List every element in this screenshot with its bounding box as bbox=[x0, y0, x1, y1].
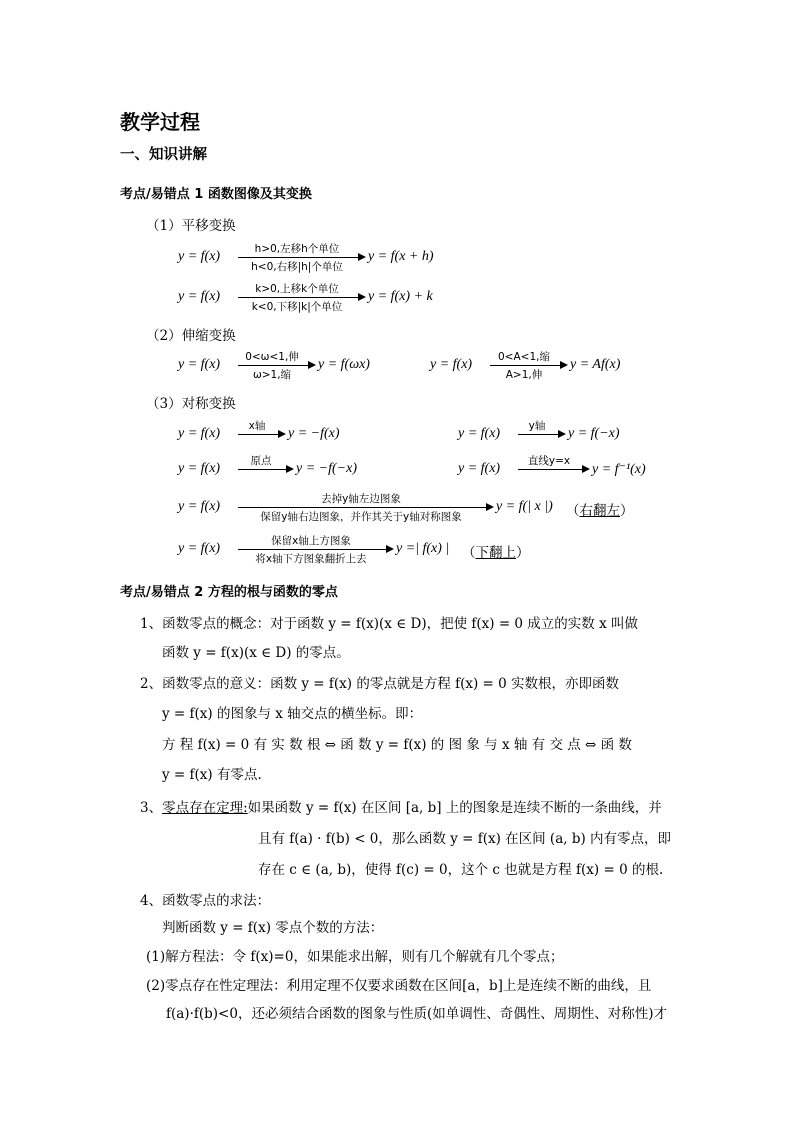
r6-arrow-bottom: 保留y轴右边图象，并作其关于y轴对称图象 bbox=[260, 511, 462, 523]
kp1-heading: 考点/易错点 1 函数图像及其变换 bbox=[120, 187, 312, 202]
r4a-lhs: y = f(x) bbox=[178, 426, 221, 441]
kp2-heading: 考点/易错点 2 方程的根与函数的零点 bbox=[120, 585, 338, 600]
r4a-arrow-top: x轴 bbox=[248, 420, 266, 432]
r2-arrow-top: k>0,上移k个单位 bbox=[255, 283, 339, 295]
r3a-rhs: y = f(ωx) bbox=[318, 357, 370, 372]
r6-rhs: y = f(| x |) bbox=[496, 499, 553, 514]
r2-arrow-bottom: k<0,下移|k|个单位 bbox=[251, 301, 343, 313]
kp1-sub1: （1）平移变换 bbox=[146, 218, 236, 234]
r5a-arrow-top: 原点 bbox=[250, 455, 272, 467]
kp2-p3a: 3、零点存在定理:如果函数 y = f(x) 在区间 [a, b] 上的图象是连续不断的一条曲线，并 bbox=[140, 800, 662, 816]
r2-lhs: y = f(x) bbox=[178, 289, 221, 304]
r2-rhs: y = f(x) + k bbox=[368, 289, 433, 304]
r5b-arrow bbox=[518, 454, 590, 478]
kp2-p2d: y = f(x) 有零点. bbox=[162, 767, 262, 783]
kp2-p2c: 方 程 f(x) = 0 有 实 数 根 ⇔ 函 数 y = f(x) 的 图 象 与 x 轴 有 交 点 ⇔ 函 数 bbox=[162, 737, 632, 753]
r4b-lhs: y = f(x) bbox=[458, 426, 501, 441]
kp2-p4a: 判断函数 y = f(x) 零点个数的方法： bbox=[162, 920, 384, 936]
r1-lhs: y = f(x) bbox=[178, 249, 221, 264]
r3b-arrow-bottom: A>1,伸 bbox=[505, 369, 543, 381]
r2-arrow bbox=[238, 282, 366, 314]
kp2-p2b: y = f(x) 的图象与 x 轴交点的横坐标。即： bbox=[162, 706, 423, 722]
r4b-rhs: y = f(−x) bbox=[568, 426, 620, 441]
r3a-arrow-top: 0<ω<1,伸 bbox=[245, 351, 299, 363]
r5b-lhs: y = f(x) bbox=[458, 461, 501, 476]
r4a-rhs: y = −f(x) bbox=[288, 426, 340, 441]
r6-arrow bbox=[238, 492, 494, 524]
r1-arrow-bottom: h<0,右移|h|个单位 bbox=[251, 261, 343, 273]
r5b-rhs: y = f⁻¹(x) bbox=[592, 462, 646, 477]
kp1-sub2: （2）伸缩变换 bbox=[146, 328, 236, 344]
r4b-arrow-top: y轴 bbox=[528, 420, 546, 432]
r3b-lhs: y = f(x) bbox=[430, 357, 473, 372]
r5a-arrow bbox=[238, 454, 294, 478]
r7-arrow bbox=[238, 534, 394, 566]
r3b-rhs: y = Af(x) bbox=[570, 357, 621, 372]
kp2-p3c: 存在 c ∈ (a, b)，使得 f(c) = 0，这个 c 也就是方程 f(x) = 0 的根. bbox=[258, 862, 664, 878]
kp2-p4d: f(a)·f(b)<0，还必须结合函数的图象与性质(如单调性、奇偶性、周期性、对称性)才 bbox=[166, 1006, 667, 1022]
r6-arrow-top: 去掉y轴左边图象 bbox=[321, 493, 401, 505]
r3a-arrow bbox=[238, 350, 316, 382]
r5a-rhs: y = −f(−x) bbox=[296, 461, 357, 476]
kp2-p4b: (1)解方程法：令 f(x)=0，如果能求出解，则有几个解就有几个零点； bbox=[146, 949, 564, 965]
r7-arrow-top: 保留x轴上方图象 bbox=[271, 535, 351, 547]
r3a-lhs: y = f(x) bbox=[178, 357, 221, 372]
r3b-arrow-top: 0<A<1,缩 bbox=[498, 351, 550, 363]
r6-lhs: y = f(x) bbox=[178, 499, 221, 514]
r5a-lhs: y = f(x) bbox=[178, 461, 221, 476]
kp1-sub3: （3）对称变换 bbox=[146, 396, 236, 412]
r7-rhs: y =| f(x) | bbox=[396, 541, 450, 556]
kp2-p3b: 且有 f(a) · f(b) < 0，那么函数 y = f(x) 在区间 (a, b) 内有零点，即 bbox=[258, 831, 672, 847]
kp2-p4c: (2)零点存在性定理法：利用定理不仅要求函数在区间[a，b]上是连续不断的曲线，且 bbox=[146, 978, 652, 994]
page-title: 教学过程 bbox=[120, 110, 200, 134]
r1-rhs: y = f(x + h) bbox=[368, 249, 434, 264]
zero-theorem-label: 零点存在定理: bbox=[162, 800, 248, 816]
r7-note: （下翻上） bbox=[462, 545, 530, 561]
r7-lhs: y = f(x) bbox=[178, 541, 221, 556]
r4b-arrow bbox=[518, 419, 566, 443]
r3b-arrow bbox=[490, 350, 568, 382]
r1-arrow bbox=[238, 242, 366, 274]
kp2-p1a: 1、函数零点的概念：对于函数 y = f(x)(x ∈ D)，把使 f(x) = 0 成立的实数 x 叫做 bbox=[140, 616, 638, 632]
r3a-arrow-bottom: ω>1,缩 bbox=[252, 369, 292, 381]
kp2-p4: 4、函数零点的求法： bbox=[140, 893, 271, 909]
kp2-p2a: 2、函数零点的意义：函数 y = f(x) 的零点就是方程 f(x) = 0 实数根，亦即函数 bbox=[140, 676, 620, 692]
r6-note: （右翻左） bbox=[566, 503, 634, 519]
r7-arrow-bottom: 将x轴下方图象翻折上去 bbox=[255, 553, 367, 565]
kp2-p1b: 函数 y = f(x)(x ∈ D) 的零点。 bbox=[162, 645, 350, 661]
r5b-arrow-top: 直线y=x bbox=[527, 455, 571, 467]
r1-arrow-top: h>0,左移h个单位 bbox=[254, 243, 340, 255]
r4a-arrow bbox=[238, 419, 286, 443]
section-heading: 一、知识讲解 bbox=[120, 147, 207, 163]
